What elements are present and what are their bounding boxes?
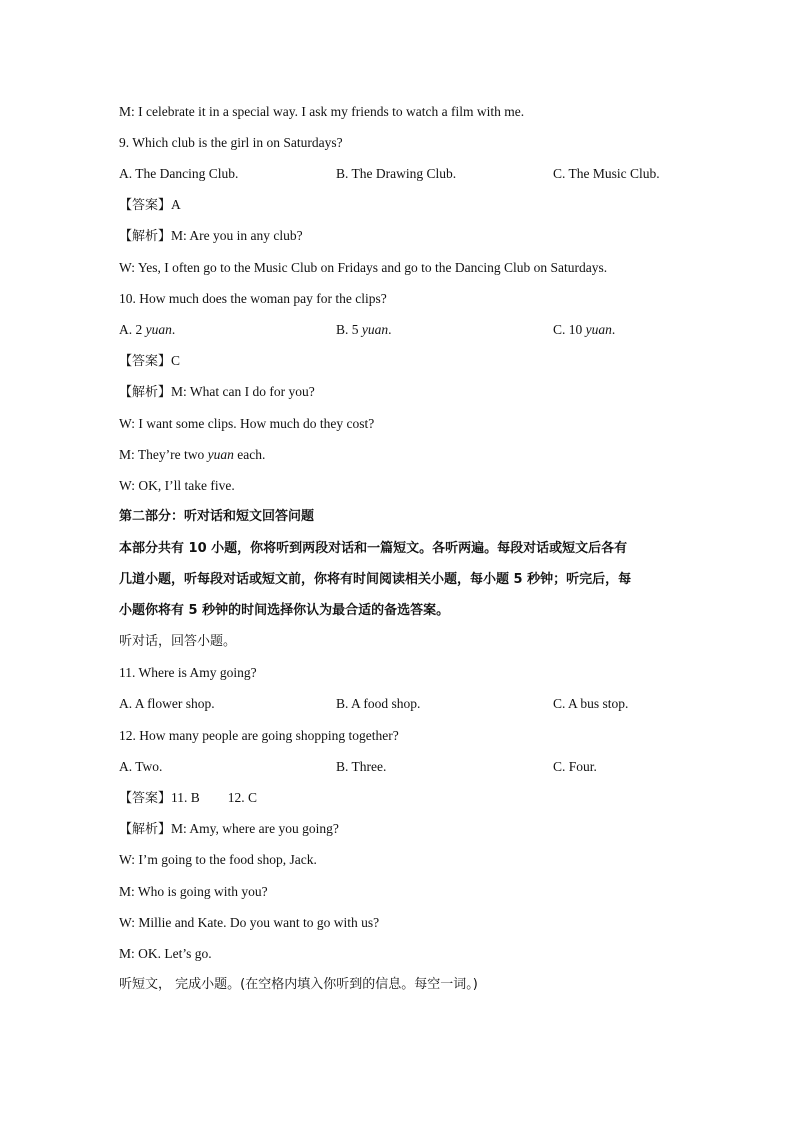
instruction-dialogue: 听对话，回答小题。 <box>119 634 237 649</box>
question-10: 10. How much does the woman pay for the clips? <box>119 291 387 306</box>
explanation-9 <box>119 227 303 246</box>
q10-option-c: C. 10 yuan. <box>553 322 616 337</box>
dialogue-line: W: I’m going to the food shop, Jack. <box>119 852 317 867</box>
instruction-passage: 听短文， 完成小题。(在空格内填入你听到的信息。每空一词。) <box>119 977 478 992</box>
explanation-tag: 【解析】 <box>119 229 172 244</box>
question-9: 9. Which club is the girl in on Saturdays? <box>119 135 343 150</box>
q11-option-c: C. A bus stop. <box>553 696 629 711</box>
answer-value: C <box>171 353 181 368</box>
dialogue-line: M: They’re two yuan each. <box>119 447 266 462</box>
answer-10 <box>119 352 180 371</box>
section-2-instructions-2: 几道小题，听每段对话或短文前，你将有时间阅读相关小题，每小题 5 秒钟；听完后，每 <box>119 572 632 587</box>
q12-option-a: A. Two. <box>119 759 163 774</box>
q12-option-c: C. Four. <box>553 759 597 774</box>
answer-value: A <box>171 197 181 212</box>
answer-9 <box>119 196 181 215</box>
answer-tag: 【答案】 <box>119 198 172 213</box>
answer-tag: 【答案】 <box>119 354 172 369</box>
q10-option-a: A. 2 yuan. <box>119 322 176 337</box>
q11-option-a: A. A flower shop. <box>119 696 215 711</box>
explanation-text: M: What can I do for you? <box>171 384 315 399</box>
section-2-instructions-3: 小题你将有 5 秒钟的时间选择你认为最合适的备选答案。 <box>119 603 450 618</box>
section-2-instructions-1: 本部分共有 10 小题，你将听到两段对话和一篇短文。各听两遍。每段对话或短文后各有 <box>119 541 628 556</box>
dialogue-line: M: Who is going with you? <box>119 884 268 899</box>
explanation-tag: 【解析】 <box>119 822 172 837</box>
dialogue-line: W: Millie and Kate. Do you want to go with us? <box>119 915 380 930</box>
answer-12: 12. C <box>227 790 258 805</box>
explanation-11-12 <box>119 820 339 839</box>
dialogue-line: W: I want some clips. How much do they cost? <box>119 416 375 431</box>
explanation-10 <box>119 383 315 402</box>
question-11: 11. Where is Amy going? <box>119 665 257 680</box>
q11-option-b: B. A food shop. <box>336 696 421 711</box>
question-12: 12. How many people are going shopping together? <box>119 728 399 743</box>
q9-option-b: B. The Drawing Club. <box>336 166 457 181</box>
q12-option-b: B. Three. <box>336 759 387 774</box>
q9-option-a: A. The Dancing Club. <box>119 166 239 181</box>
dialogue-line: M: I celebrate it in a special way. I ask my friends to watch a film with me. <box>119 104 525 119</box>
answer-11: 11. B <box>171 790 200 805</box>
section-2-title: 第二部分：听对话和短文回答问题 <box>119 509 315 524</box>
answer-11-12 <box>119 789 257 808</box>
q10-option-b: B. 5 yuan. <box>336 322 392 337</box>
answer-tag: 【答案】 <box>119 791 172 806</box>
dialogue-line: W: Yes, I often go to the Music Club on Fridays and go to the Dancing Club on Saturdays. <box>119 260 608 275</box>
dialogue-line: M: OK. Let’s go. <box>119 946 212 961</box>
dialogue-line: W: OK, I’ll take five. <box>119 478 235 493</box>
explanation-text: M: Are you in any club? <box>171 228 303 243</box>
explanation-text: M: Amy, where are you going? <box>171 821 339 836</box>
explanation-tag: 【解析】 <box>119 385 172 400</box>
q9-option-c: C. The Music Club. <box>553 166 660 181</box>
